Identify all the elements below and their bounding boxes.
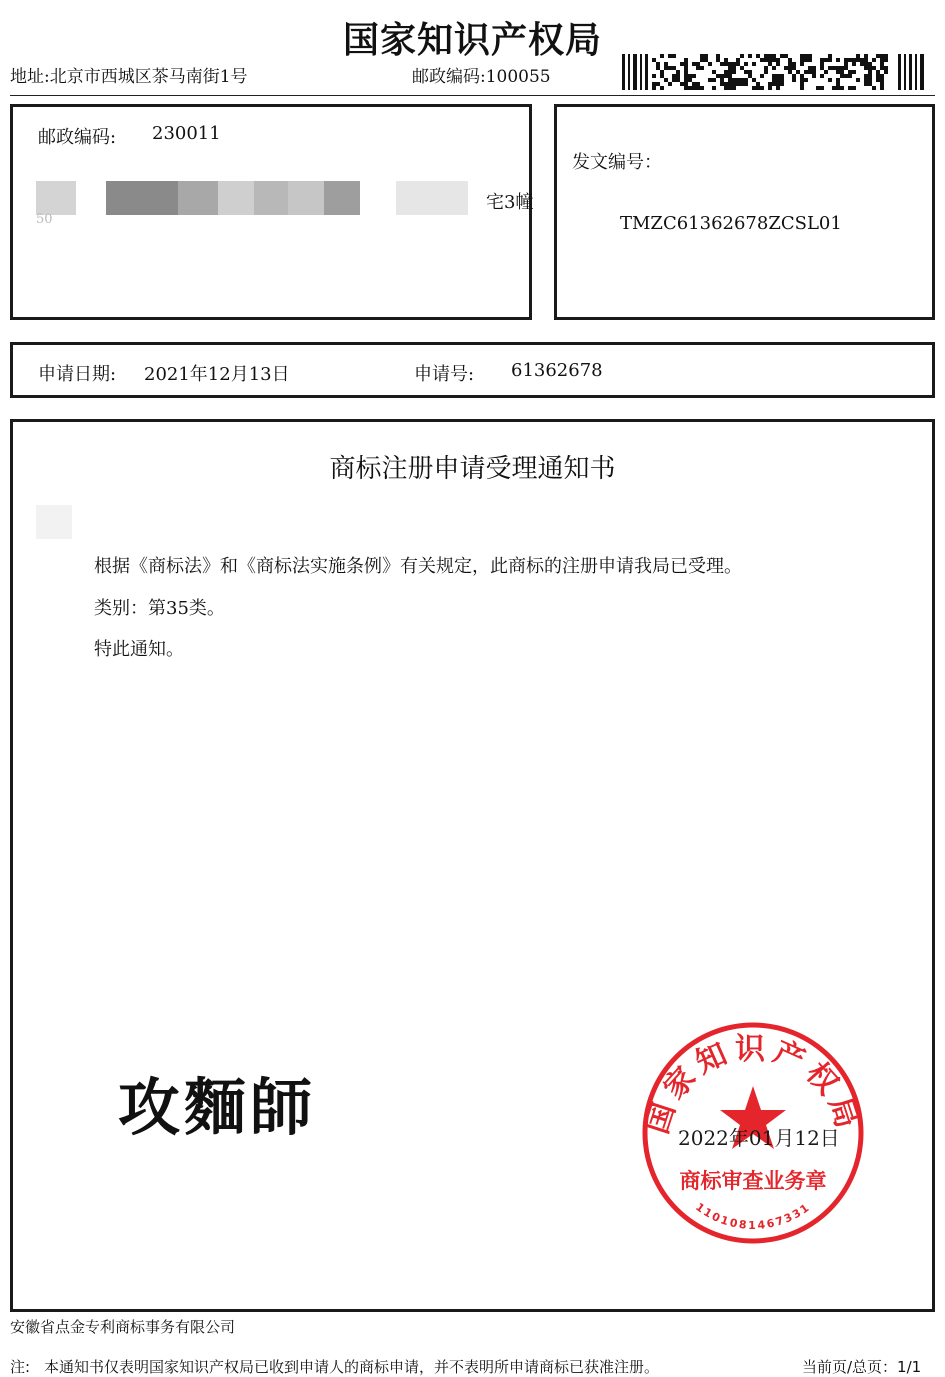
redacted-address bbox=[36, 181, 506, 215]
office-address: 地址:北京市西城区茶马南街1号 bbox=[10, 67, 248, 87]
notice-paragraph-2: 类别：第35类。 bbox=[94, 598, 225, 619]
footer-note-label: 注: bbox=[10, 1358, 31, 1376]
redacted-salutation bbox=[36, 505, 72, 539]
recipient-address-line2: 50 bbox=[36, 212, 53, 227]
office-title: 国家知识产权局 bbox=[342, 20, 602, 61]
notice-paragraph-1: 根据《商标法》和《商标法实施条例》有关规定，此商标的注册申请我局已受理。 bbox=[94, 556, 742, 577]
doc-number-value: TMZC61362678ZCSL01 bbox=[620, 213, 842, 234]
doc-number-box bbox=[554, 104, 935, 320]
doc-number-label: 发文编号： bbox=[572, 152, 662, 173]
notice-title: 商标注册申请受理通知书 bbox=[329, 454, 616, 484]
footer-note: 本通知书仅表明国家知识产权局已收到申请人的商标申请，并不表明所申请商标已获准注册。 bbox=[44, 1358, 660, 1376]
issue-date: 2022年01月12日 bbox=[678, 1126, 840, 1150]
application-number-value: 61362678 bbox=[511, 360, 603, 381]
svg-text:1101081467331 bbox=[693, 1200, 813, 1232]
notice-paragraph-3: 特此通知。 bbox=[94, 639, 184, 660]
recipient-postcode-label: 邮政编码: bbox=[38, 127, 117, 148]
office-postcode: 邮政编码:100055 bbox=[412, 67, 551, 87]
agency-name: 安徽省点金专利商标事务有限公司 bbox=[10, 1318, 236, 1336]
recipient-address-tail: 宅3幢 bbox=[486, 192, 534, 213]
seal-serial-text: 1101081467331 bbox=[693, 1200, 813, 1232]
handwritten-signature: 攻麵師 bbox=[118, 1071, 317, 1144]
application-date-label: 申请日期: bbox=[38, 364, 117, 385]
recipient-postcode-value: 230011 bbox=[152, 123, 221, 144]
application-number-label: 申请号: bbox=[414, 364, 475, 385]
seal-top-text: 国家知识产权局 bbox=[639, 1031, 867, 1139]
seal-bottom-text: 商标审查业务章 bbox=[679, 1169, 827, 1193]
page-indicator: 当前页/总页：1/1 bbox=[802, 1358, 922, 1376]
header-rule bbox=[10, 95, 935, 96]
application-date-value: 2021年12月13日 bbox=[144, 364, 290, 385]
barcode-graphic bbox=[622, 54, 930, 90]
